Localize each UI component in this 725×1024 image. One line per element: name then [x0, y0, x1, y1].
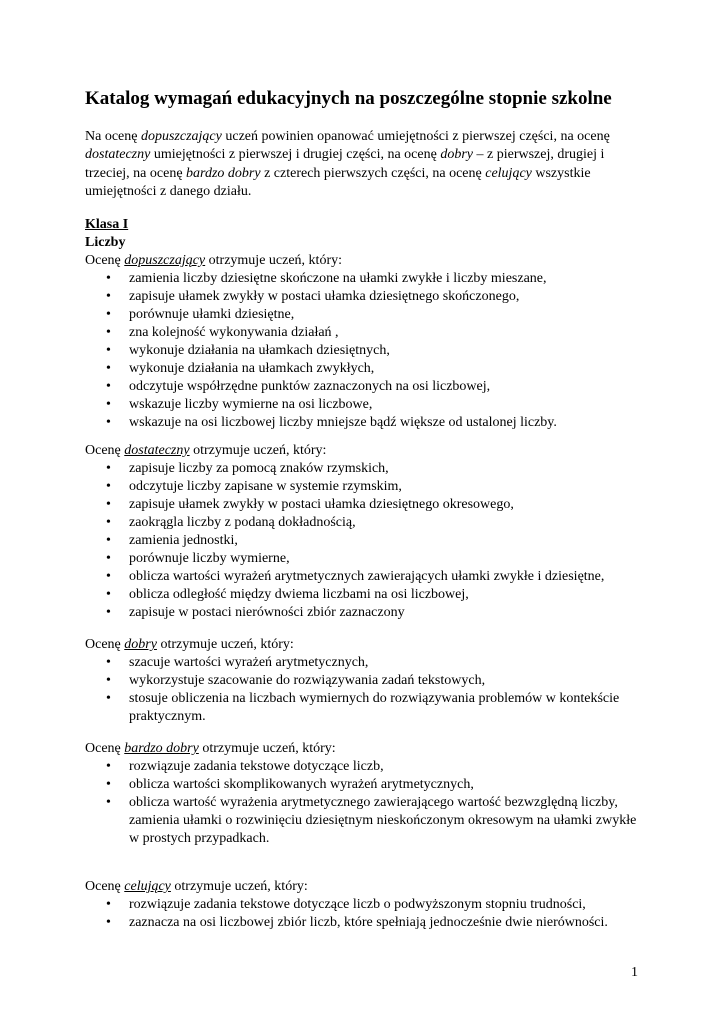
intro-grade: celujący [485, 165, 532, 181]
lead-suffix: otrzymuje uczeń, który: [156, 637, 294, 652]
list-item: • rozwiązuje zadania tekstowe dotyczące liczb o podwyższonym stopniu trudności, [85, 896, 645, 914]
intro-text: – z pierwszej, drugiej i trzeciej, na ocenę [85, 147, 605, 181]
grade-name: dopuszczający [124, 253, 206, 268]
list-item: • wskazuje liczby wymierne na osi liczbowe, [85, 396, 645, 414]
list-item: • wykorzystuje szacowanie do rozwiązywania zadań tekstowych, [85, 672, 645, 690]
list-item: • odczytuje liczby zapisane w systemie rzymskim, [85, 478, 645, 496]
grade-name: dostateczny [124, 443, 190, 458]
lead-prefix: Ocenę [85, 443, 125, 458]
grade-lead [85, 442, 645, 460]
section-dopuszczajacy [85, 216, 645, 432]
list-item: • wskazuje na osi liczbowej liczby mniejsze bądź większe od ustalonej liczby. [85, 414, 645, 432]
section-dobry [85, 636, 645, 726]
list-item: • oblicza odległość między dwiema liczbami na osi liczbowej, [85, 586, 645, 604]
intro-text: umiejętności z pierwszej i drugiej części, na ocenę [150, 147, 441, 163]
list-item: • stosuje obliczenia na liczbach wymiernych do rozwiązywania problemów w kontekście praktycznym. [85, 690, 645, 726]
grade-lead [85, 252, 645, 270]
requirements-list [85, 758, 645, 848]
list-item: • odczytuje współrzędne punktów zaznaczonych na osi liczbowej, [85, 378, 645, 396]
list-item: • oblicza wartości wyrażeń arytmetycznych zawierających ułamki zwykłe i dziesiętne, [85, 568, 645, 586]
lead-prefix: Ocenę [85, 253, 125, 268]
lead-suffix: otrzymuje uczeń, który: [198, 741, 336, 756]
lead-suffix: otrzymuje uczeń, który: [170, 879, 308, 894]
list-item: • zapisuje ułamek zwykły w postaci ułamka dziesiętnego skończonego, [85, 288, 645, 306]
intro-text: wszystkie umiejętności z danego działu. [85, 165, 591, 200]
page-number: 1 [631, 965, 638, 980]
grade-lead [85, 740, 645, 758]
list-item: • zamienia liczby dziesiętne skończone na ułamki zwykłe i liczby mieszane, [85, 270, 645, 288]
list-item: • oblicza wartości skomplikowanych wyrażeń arytmetycznych, [85, 776, 645, 794]
section-bardzo-dobry [85, 740, 645, 848]
lead-suffix: otrzymuje uczeń, który: [189, 443, 327, 458]
intro-grade: dopuszczający [140, 129, 222, 144]
lead-prefix: Ocenę [85, 879, 125, 894]
list-item: • zamienia jednostki, [85, 532, 645, 550]
intro-grade: dostateczny [85, 147, 151, 163]
document-title: Katalog wymagań edukacyjnych na poszczególne stopnie szkolne [85, 88, 612, 109]
section-celujacy [85, 878, 645, 932]
grade-lead [85, 878, 645, 896]
list-item: • oblicza wartość wyrażenia arytmetycznego zawierającego wartość bezwzględną liczby, zamienia ułamki o rozwinięciu dziesiętnym nieskończonym okresowym na ułamki zwykłe w prostych przypadkach. [85, 794, 645, 848]
list-item: • zaokrągla liczby z podaną dokładnością, [85, 514, 645, 532]
list-item: • zapisuje liczby za pomocą znaków rzymskich, [85, 460, 645, 478]
grade-name: celujący [124, 879, 171, 894]
list-item: • zapisuje w postaci nierówności zbiór zaznaczony [85, 604, 645, 622]
requirements-list [85, 270, 645, 432]
section-dostateczny [85, 442, 645, 622]
topic-heading: Liczby [85, 235, 126, 250]
requirements-list [85, 654, 645, 726]
list-item: • porównuje ułamki dziesiętne, [85, 306, 645, 324]
intro-grade: bardzo dobry [186, 165, 261, 181]
grade-name: bardzo dobry [124, 741, 199, 756]
list-item: • zna kolejność wykonywania działań , [85, 324, 645, 342]
intro-paragraph [85, 128, 645, 202]
list-item: • zaznacza na osi liczbowej zbiór liczb, które spełniają jednocześnie dwie nierówności. [85, 914, 645, 932]
intro-text: Na ocenę [85, 129, 141, 144]
requirements-list [85, 460, 645, 622]
list-item: • szacuje wartości wyrażeń arytmetycznych, [85, 654, 645, 672]
list-item: • rozwiązuje zadania tekstowe dotyczące liczb, [85, 758, 645, 776]
list-item: • porównuje liczby wymierne, [85, 550, 645, 568]
requirements-list [85, 896, 645, 932]
grade-lead [85, 636, 645, 654]
intro-text: uczeń powinien opanować umiejętności z pierwszej części, na ocenę [221, 129, 610, 144]
list-item: • zapisuje ułamek zwykły w postaci ułamka dziesiętnego okresowego, [85, 496, 645, 514]
grade-name: dobry [124, 637, 157, 652]
list-item: • wykonuje działania na ułamkach dziesiętnych, [85, 342, 645, 360]
intro-grade: dobry [440, 147, 473, 163]
list-item: • wykonuje działania na ułamkach zwykłych, [85, 360, 645, 378]
lead-suffix: otrzymuje uczeń, który: [205, 253, 342, 268]
lead-prefix: Ocenę [85, 741, 125, 756]
class-heading: Klasa I [85, 217, 129, 232]
intro-text: z czterech pierwszych części, na ocenę [260, 165, 486, 181]
lead-prefix: Ocenę [85, 637, 125, 652]
